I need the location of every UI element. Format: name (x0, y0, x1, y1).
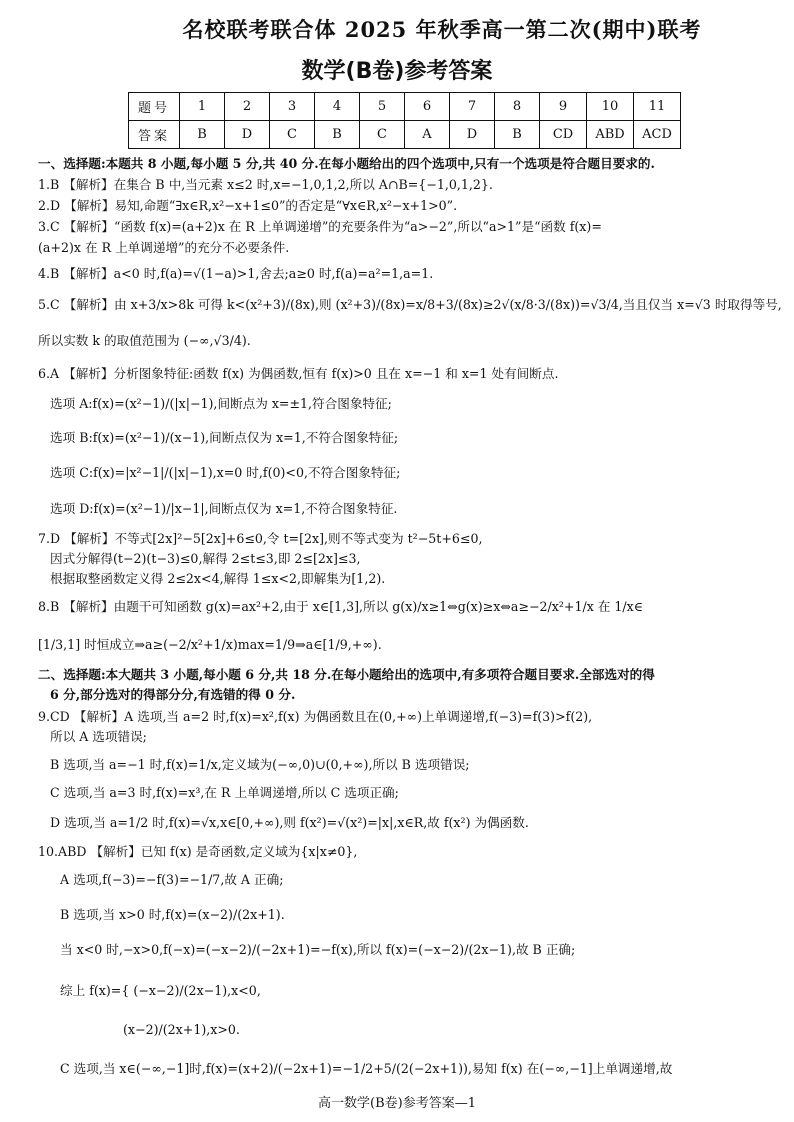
row-label: 答案 (129, 121, 180, 149)
answer-cell: C (360, 121, 405, 149)
question-number: 9 (540, 93, 587, 121)
row-label: 题号 (129, 93, 180, 121)
solution-line: 7.D 【解析】不等式[2x]²−5[2x]+6≤0,令 t=[2x],则不等式变为 t²−5t+6≤0, (38, 531, 483, 546)
solution-line: 因式分解得(t−2)(t−3)≤0,解得 2≤t≤3,即 2≤[2x]≤3, (50, 551, 361, 566)
solution-line: 6.A 【解析】分析图象特征:函数 f(x) 为偶函数,恒有 f(x)>0 且在 x=−1 和 x=1 处有间断点. (38, 366, 559, 381)
answer-subtitle: 数学(B卷)参考答案 (301, 59, 493, 84)
solution-line: 9.CD 【解析】A 选项,当 a=2 时,f(x)=x²,f(x) 为偶函数且在(0,+∞)上单调递增,f(−3)=f(3)>f(2), (38, 709, 593, 724)
solution-line: A 选项,f(−3)=−f(3)=−1/7,故 A 正确; (60, 872, 284, 887)
question-number-row (129, 93, 681, 121)
solution-line: (x−2)/(2x+1),x>0. (123, 1022, 240, 1037)
solution-line: 1.B 【解析】在集合 B 中,当元素 x≤2 时,x=−1,0,1,2,所以 A∩B={−1,0,1,2}. (38, 177, 493, 192)
page-footer: 高一数学(B卷)参考答案—1 (318, 1096, 476, 1111)
section-heading: 6 分,部分选对的得部分分,有选错的得 0 分. (50, 687, 296, 702)
answer-cell: CD (540, 121, 587, 149)
question-number: 5 (360, 93, 405, 121)
solution-line: 选项 A:f(x)=(x²−1)/(|x|−1),间断点为 x=±1,符合图象特征; (50, 396, 392, 411)
question-number: 8 (495, 93, 540, 121)
answer-table (128, 92, 681, 149)
solution-line: 综上 f(x)={ (−x−2)/(2x−1),x<0, (60, 983, 261, 998)
solution-line: 当 x<0 时,−x>0,f(−x)=(−x−2)/(−2x+1)=−f(x),所以 f(x)=(−x−2)/(2x−1),故 B 正确; (60, 942, 576, 957)
exam-title: 名校联考联合体 2025 年秋季高一第二次(期中)联考 (182, 17, 702, 42)
solution-line: C 选项,当 x∈(−∞,−1]时,f(x)=(x+2)/(−2x+1)=−1/2+5/(2(−2x+1)),易知 f(x) 在(−∞,−1]上单调递增,故 (60, 1061, 673, 1076)
solution-line: 选项 B:f(x)=(x²−1)/(x−1),间断点仅为 x=1,不符合图象特征; (50, 430, 399, 445)
solution-line: 2.D 【解析】易知,命题“∃x∈R,x²−x+1≤0”的否定是“∀x∈R,x²−x+1>0”. (38, 198, 458, 213)
question-number: 7 (450, 93, 495, 121)
solution-line: 选项 D:f(x)=(x²−1)/|x−1|,间断点仅为 x=1,不符合图象特征. (50, 501, 398, 516)
answer-cell: B (315, 121, 360, 149)
question-number: 2 (225, 93, 270, 121)
question-number: 11 (634, 93, 681, 121)
question-number: 10 (587, 93, 634, 121)
answer-row (129, 121, 681, 149)
solution-line: 4.B 【解析】a<0 时,f(a)=√(1−a)>1,舍去;a≥0 时,f(a)=a²=1,a=1. (38, 266, 434, 281)
solution-line: 选项 C:f(x)=|x²−1|/(|x|−1),x=0 时,f(0)<0,不符合图象特征; (50, 465, 401, 480)
section-heading: 一、选择题:本题共 8 小题,每小题 5 分,共 40 分.在每小题给出的四个选项中,只有一个选项是符合题目要求的. (38, 156, 655, 171)
solution-line: C 选项,当 a=3 时,f(x)=x³,在 R 上单调递增,所以 C 选项正确; (50, 785, 399, 800)
question-number: 3 (270, 93, 315, 121)
solution-line: 所以实数 k 的取值范围为 (−∞,√3/4). (38, 333, 251, 348)
answer-cell: A (405, 121, 450, 149)
answer-cell: B (180, 121, 225, 149)
solution-line: B 选项,当 x>0 时,f(x)=(x−2)/(2x+1). (60, 907, 285, 922)
question-number: 1 (180, 93, 225, 121)
solution-line: (a+2)x 在 R 上单调递增”的充分不必要条件. (38, 240, 290, 255)
solution-line: [1/3,1] 时恒成立⇒a≥(−2/x²+1/x)max=1/9⇒a∈[1/9,+∞). (38, 637, 382, 652)
solution-line: 根据取整函数定义得 2≤2x<4,解得 1≤x<2,即解集为[1,2). (50, 571, 386, 586)
question-number: 6 (405, 93, 450, 121)
answer-cell: C (270, 121, 315, 149)
answer-cell: ABD (587, 121, 634, 149)
solution-line: 5.C 【解析】由 x+3/x>8k 可得 k<(x²+3)/(8x),则 (x²+3)/(8x)=x/8+3/(8x)≥2√(x/8·3/(8x))=√3/4,当且仅当 x=√3 时取得等号, (38, 297, 782, 312)
question-number: 4 (315, 93, 360, 121)
solution-line: 8.B 【解析】由题干可知函数 g(x)=ax²+2,由于 x∈[1,3],所以 g(x)/x≥1⇔g(x)≥x⇔a≥−2/x²+1/x 在 1/x∈ (38, 599, 644, 614)
answer-cell: D (450, 121, 495, 149)
solution-line: 所以 A 选项错误; (50, 729, 147, 744)
answer-cell: ACD (634, 121, 681, 149)
solution-line: 3.C 【解析】“函数 f(x)=(a+2)x 在 R 上单调递增”的充要条件为“a>−2”,所以“a>1”是“函数 f(x)= (38, 219, 602, 234)
section-heading: 二、选择题:本大题共 3 小题,每小题 6 分,共 18 分.在每小题给出的选项中,有多项符合题目要求.全部选对的得 (38, 667, 655, 682)
solution-line: B 选项,当 a=−1 时,f(x)=1/x,定义域为(−∞,0)∪(0,+∞),所以 B 选项错误; (50, 757, 470, 772)
answer-cell: D (225, 121, 270, 149)
solution-line: D 选项,当 a=1/2 时,f(x)=√x,x∈[0,+∞),则 f(x²)=√(x²)=|x|,x∈R,故 f(x²) 为偶函数. (50, 815, 529, 830)
answer-cell: B (495, 121, 540, 149)
solution-line: 10.ABD 【解析】已知 f(x) 是奇函数,定义域为{x|x≠0}, (38, 844, 358, 859)
